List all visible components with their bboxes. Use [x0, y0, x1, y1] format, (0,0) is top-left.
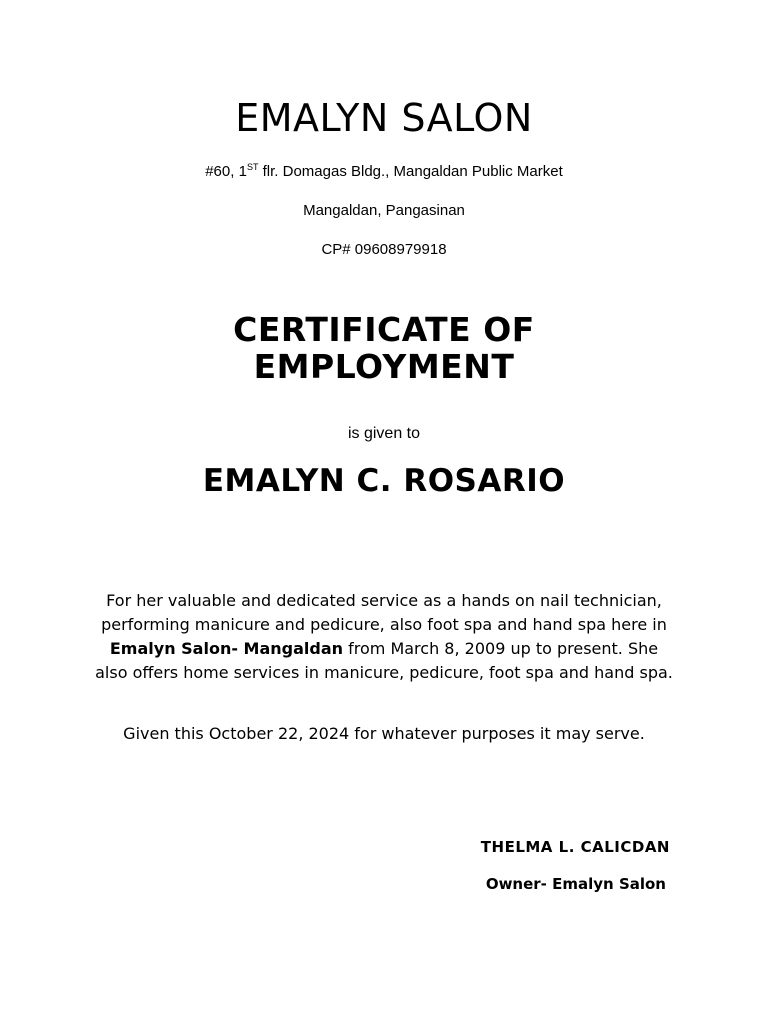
contact-number: CP# 09608979918 [321, 241, 447, 258]
certificate-title-line-2: EMPLOYMENT [253, 347, 515, 386]
address-part-1: #60, 1 [205, 163, 247, 180]
body-paragraph [94, 589, 674, 685]
address-superscript: ST [246, 162, 259, 172]
address-part-2: flr. Domagas Bldg., Mangaldan Public Market [258, 163, 563, 180]
body-text-after: from March 8, 2009 up to present. She also offers home services in manicure, pedicure, foot spa and hand spa. [95, 639, 673, 682]
body-text-before: For her valuable and dedicated service as a hands on nail technician, performing manicure and pedicure, also foot spa and hand spa here in [101, 591, 667, 634]
salon-name: EMALYN SALON [235, 96, 533, 140]
body-text-bold: Emalyn Salon- Mangaldan [109, 639, 344, 658]
given-this-statement: Given this October 22, 2024 for whatever purposes it may serve. [123, 724, 645, 743]
certificate-title-line-1: CERTIFICATE OF [233, 310, 535, 349]
given-to-text: is given to [347, 425, 421, 442]
certificate-title [0, 311, 768, 385]
address-line-2: Mangaldan, Pangasinan [303, 202, 465, 219]
signer-name: THELMA L. CALICDAN [480, 838, 670, 856]
address-line-1 [0, 162, 768, 182]
signer-title: Owner- Emalyn Salon [485, 875, 666, 893]
recipient-name: EMALYN C. ROSARIO [202, 463, 566, 499]
